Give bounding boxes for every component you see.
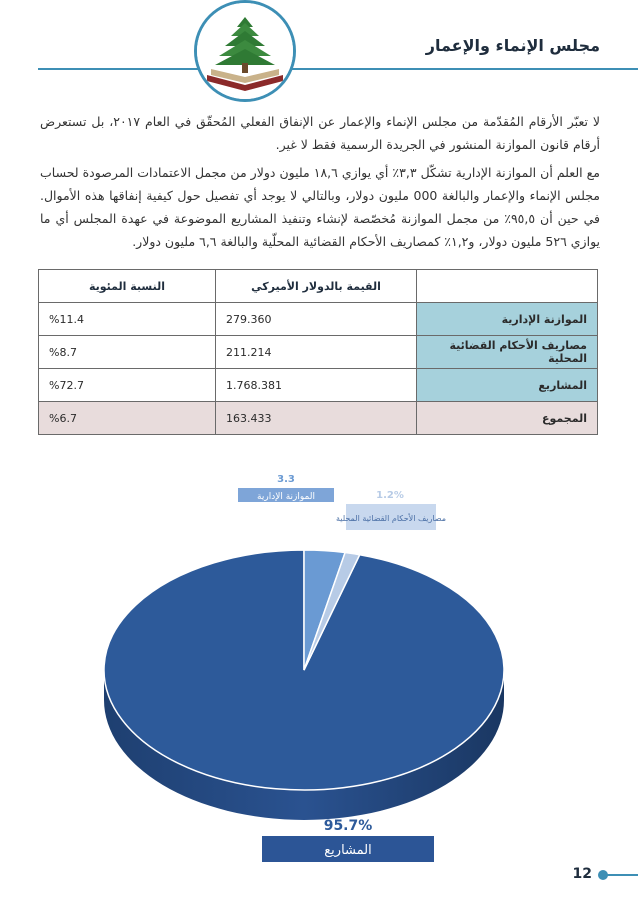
row-label: المجموع xyxy=(417,402,598,435)
slice-value-label: 1.2% xyxy=(376,490,404,501)
row-label: الموازنة الإدارية xyxy=(417,303,598,336)
table-row xyxy=(39,303,598,336)
slice-value-label: 3.3 xyxy=(277,474,295,485)
table-header-row xyxy=(39,270,598,303)
pie-chart-svg xyxy=(90,470,570,870)
row-percent: %72.7 xyxy=(39,369,216,402)
budget-pie-chart xyxy=(90,470,570,870)
row-label: المشاريع xyxy=(417,369,598,402)
row-value: 279.360 xyxy=(216,303,417,336)
cedar-tree-icon xyxy=(194,0,296,102)
row-label: مصاريف الأحكام القضائية المحلية xyxy=(417,336,598,369)
budget-table xyxy=(38,269,598,435)
row-percent: %8.7 xyxy=(39,336,216,369)
row-percent: %6.7 xyxy=(39,402,216,435)
slice-value-label: 95.7% xyxy=(323,818,373,834)
table-header-percent: النسبة المئوية xyxy=(39,270,216,303)
table-header-empty xyxy=(417,270,598,303)
footer-dot xyxy=(598,870,608,880)
row-percent: %11.4 xyxy=(39,303,216,336)
table-row xyxy=(39,336,598,369)
org-title: مجلس الإنماء والإعمار xyxy=(425,36,600,55)
slice-name-label: الموازنة الإدارية xyxy=(257,492,315,502)
row-value: 1.768.381 xyxy=(216,369,417,402)
table-total-row xyxy=(39,402,598,435)
slice-name-label: مصاريف الأحكام القضائية المحلية xyxy=(335,514,447,523)
budget-paragraph: مع العلم أن الموازنة الإدارية تشكّل ٣,٣٪ أي يوازي ١٨,٦ مليون دولار من مجمل الاعتمادات المرصودة لحساب مجلس الإنماء والإعمار والبالغة 000 مليون دولار، وبالتالي لا يوجد أي تفصيل حول كيفية إنفاقها هذه الأموال. في حين أن ٩٥,٥٪ من مجمل الموازنة مُخصّصة لإنشاء وتنفيذ المشاريع الموضوعة في عهدة المجلس أي ما يوازي 5٢٦ مليون دولار، و١,٢٪ كمصاريف الأحكام القضائية المحلّية والبالغة ٦,٦ مليون دولار. xyxy=(40,165,601,249)
slice-name-label: المشاريع xyxy=(324,843,372,858)
table-header-value: القيمة بالدولار الأميركي xyxy=(216,270,417,303)
page-number: 12 xyxy=(572,866,592,882)
intro-paragraph: لا تعبّر الأرقام المُقدّمة من مجلس الإنماء والإعمار عن الإنفاق الفعلي المُحقّق في العام ٢٠١٧، بل تستعرض أرقام قانون الموازنة المنشور في الجريدة الرسمية فقط لا غير. xyxy=(40,114,600,152)
table-row xyxy=(39,369,598,402)
header-rule xyxy=(38,68,638,70)
row-value: 163.433 xyxy=(216,402,417,435)
row-value: 211.214 xyxy=(216,336,417,369)
